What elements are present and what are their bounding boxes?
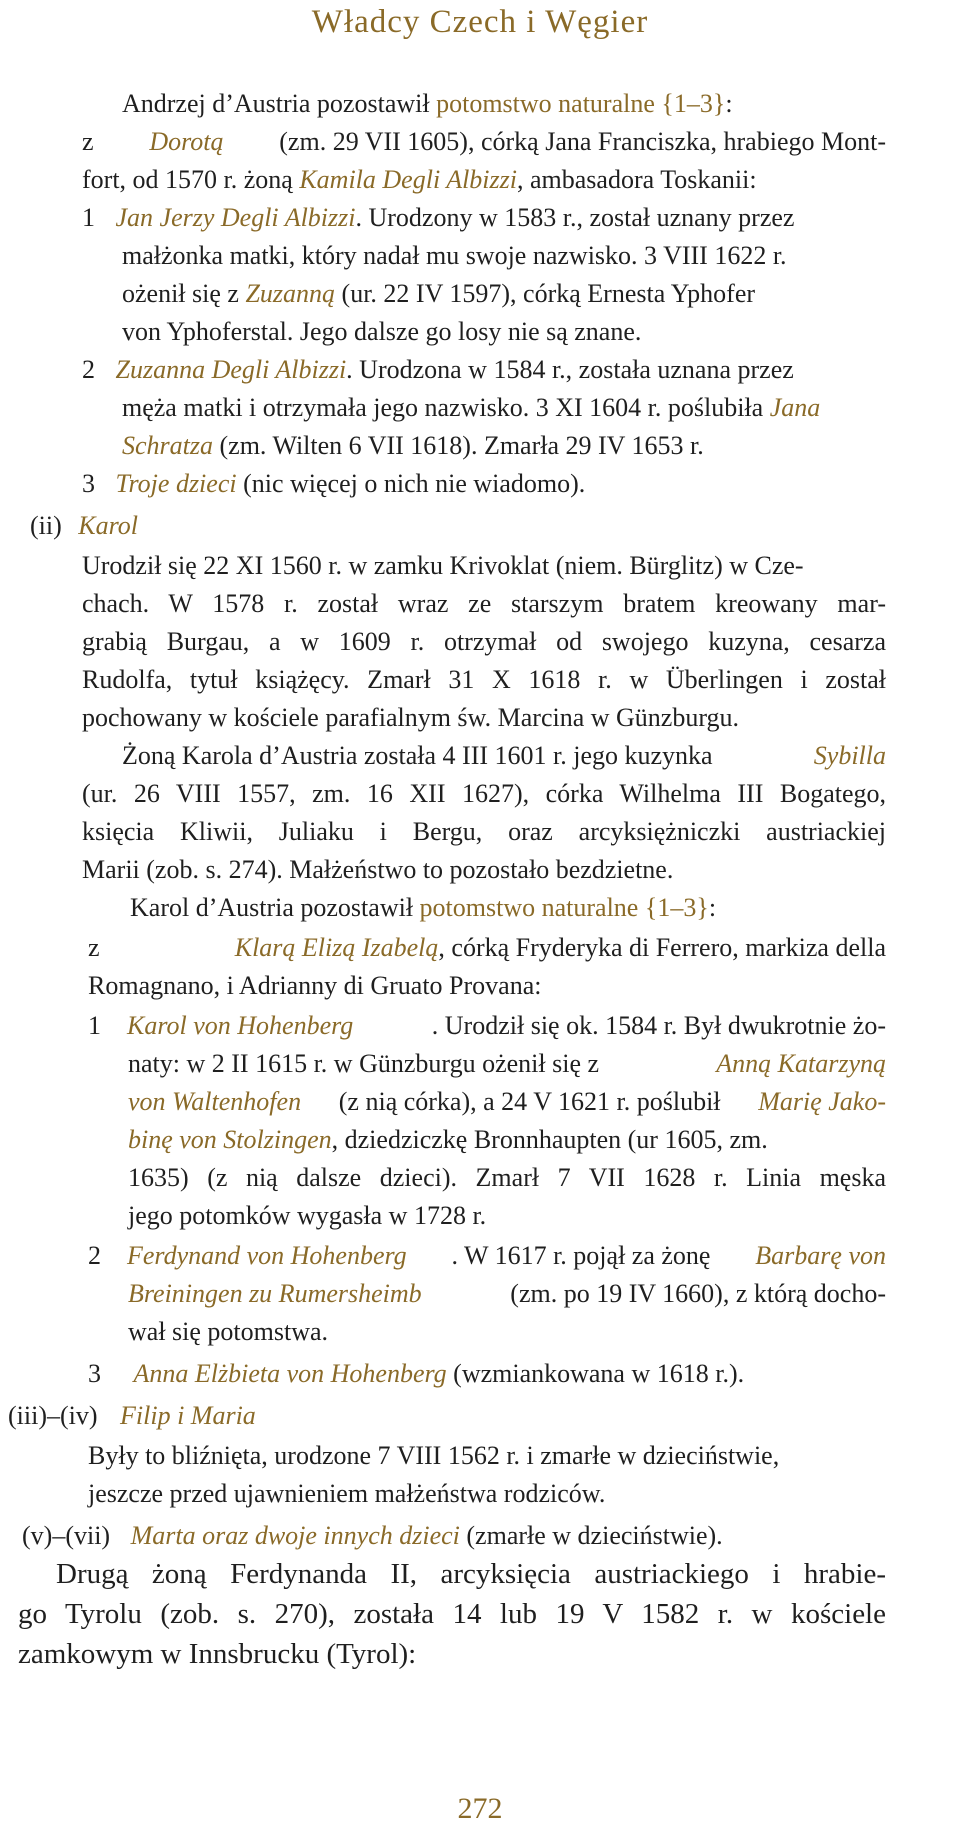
person-name: Jana — [769, 393, 821, 422]
paragraph-line: Karol d’Austria pozostawił potomstwo naturalne {1–3}: — [130, 893, 717, 922]
person-name: Karol — [78, 511, 138, 540]
paragraph-line: zamkowym w Innsbrucku (Tyrol): — [18, 1638, 417, 1670]
person-name: Karol von Hohenberg — [127, 1011, 354, 1040]
person-name: Anną Katarzyną — [716, 1049, 886, 1078]
page-number: 272 — [457, 1792, 503, 1825]
person-name: von Waltenhofen — [128, 1087, 302, 1116]
list-item: 2 Zuzanna Degli Albizzi. Urodzona w 1584 r., została uznana przez — [82, 355, 794, 384]
paragraph-line: jego potomków wygasła w 1728 r. — [128, 1201, 487, 1230]
paragraph-line: von Waltenhofen (z nią córka), a 24 V 1621 r. poślubił Marię Jako- — [128, 1087, 886, 1116]
person-name: Zuzanna Degli Albizzi — [115, 355, 347, 384]
person-name: Barbarę von — [755, 1241, 886, 1270]
person-name: Kamila Degli Albizzi — [299, 165, 517, 194]
range-ref: {1–3} — [644, 893, 709, 922]
section-number: (ii) — [30, 511, 62, 540]
paragraph-line: księcia Kliwii, Juliaku i Bergu, oraz arcyksiężniczki austriackiej — [82, 817, 886, 846]
paragraph-line: z Klarą Elizą Izabelą, córką Fryderyka di Ferrero, markiza della — [88, 933, 886, 962]
person-name: Breiningen zu Rumersheimb — [128, 1279, 422, 1308]
list-item: 2 Ferdynand von Hohenberg . W 1617 r. pojął za żonę Barbarę von — [88, 1241, 886, 1270]
person-name: Klarą Elizą Izabelą — [234, 933, 439, 962]
person-name: Marię Jako- — [758, 1087, 886, 1116]
paragraph-line: Żoną Karola d’Austria została 4 III 1601 r. jego kuzynka Sybilla — [122, 741, 886, 770]
person-name: Troje dzieci — [115, 469, 237, 498]
paragraph-line: wał się potomstwa. — [128, 1317, 329, 1346]
section-heading — [30, 510, 138, 542]
potomstwo-link: potomstwo naturalne — [436, 89, 655, 118]
item-number: 2 — [88, 1241, 101, 1270]
paragraph-line: Były to bliźnięta, urodzone 7 VIII 1562 r. i zmarłe w dzieciństwie, — [88, 1441, 780, 1470]
list-item: 3 Troje dzieci (nic więcej o nich nie wiadomo). — [82, 469, 586, 498]
section-heading — [8, 1400, 256, 1432]
section-number: (v)–(vii) — [22, 1521, 111, 1550]
paragraph-line: (ur. 26 VIII 1557, zm. 16 XII 1627), córka Wilhelma III Bogatego, — [82, 779, 886, 808]
paragraph-line: małżonka matki, który nadał mu swoje nazwisko. 3 VIII 1622 r. — [122, 241, 787, 270]
person-name: Marta oraz dwoje innych dzieci — [130, 1521, 460, 1550]
paragraph-line: Urodził się 22 XI 1560 r. w zamku Krivoklat (niem. Bürglitz) w Cze- — [82, 551, 804, 580]
list-item: 1 Jan Jerzy Degli Albizzi. Urodzony w 1583 r., został uznany przez — [82, 203, 795, 232]
paragraph-line: von Yphoferstal. Jego dalsze go losy nie są znane. — [122, 317, 642, 346]
person-name: Schratza — [122, 431, 213, 460]
paragraph-line: Breiningen zu Rumersheimb (zm. po 19 IV 1660), z którą docho- — [128, 1279, 886, 1308]
paragraph-line: fort, od 1570 r. żoną Kamila Degli Albizzi, ambasadora Toskanii: — [82, 165, 757, 194]
paragraph-line: go Tyrolu (zob. s. 270), została 14 lub 19 V 1582 r. w kościele — [18, 1598, 886, 1630]
section-heading: (v)–(vii) Marta oraz dwoje innych dzieci (zmarłe w dzieciństwie). — [22, 1521, 723, 1550]
item-number: 1 — [82, 203, 95, 232]
person-name: Anna Elżbieta von Hohenberg — [133, 1359, 447, 1388]
paragraph-line: pochowany w kościele parafialnym św. Marcina w Günzburgu. — [82, 703, 740, 732]
list-item: 1 Karol von Hohenberg . Urodził się ok. 1584 r. Był dwukrotnie żo- — [88, 1011, 886, 1040]
person-name: Zuzanną — [245, 279, 336, 308]
paragraph-line: jeszcze przed ujawnieniem małżeństwa rodziców. — [88, 1479, 606, 1508]
paragraph-line: z Dorotą (zm. 29 VII 1605), córką Jana Franciszka, hrabiego Mont- — [82, 127, 886, 156]
person-name: Dorotą — [149, 127, 224, 156]
paragraph-line: naty: w 2 II 1615 r. w Günzburgu ożenił się z Anną Katarzyną — [128, 1049, 886, 1078]
paragraph-line: Marii (zob. s. 274). Małżeństwo to pozostało bezdzietne. — [82, 855, 674, 884]
running-header: Władcy Czech i Węgier — [311, 4, 649, 40]
paragraph-line: grabią Burgau, a w 1609 r. otrzymał od swojego kuzyna, cesarza — [82, 627, 886, 656]
paragraph-line: męża matki i otrzymała jego nazwisko. 3 XI 1604 r. poślubiła Jana — [122, 393, 821, 422]
person-name: Sybilla — [813, 741, 886, 770]
list-item: 3 Anna Elżbieta von Hohenberg (wzmiankowana w 1618 r.). — [88, 1359, 745, 1388]
paragraph-line: Drugą żoną Ferdynanda II, arcyksięcia austriackiego i hrabie- — [56, 1558, 886, 1590]
paragraph-line: Romagnano, i Adrianny di Gruato Provana: — [88, 971, 542, 1000]
item-number: 3 — [88, 1359, 101, 1388]
potomstwo-link: potomstwo naturalne — [419, 893, 639, 922]
paragraph-line: 1635) (z nią dalsze dzieci). Zmarł 7 VII 1628 r. Linia męska — [128, 1163, 886, 1192]
section-number: (iii)–(iv) — [8, 1401, 98, 1430]
paragraph-line: chach. W 1578 r. został wraz ze starszym bratem kreowany mar- — [82, 589, 886, 618]
person-name: Ferdynand von Hohenberg — [127, 1241, 407, 1270]
paragraph-line: ożenił się z Zuzanną (ur. 22 IV 1597), córką Ernesta Yphofer — [122, 279, 756, 308]
paragraph-line: Rudolfa, tytuł książęcy. Zmarł 31 X 1618 r. w Überlingen i został — [82, 665, 886, 694]
person-name: Filip i Maria — [120, 1401, 256, 1430]
person-name: binę von Stolzingen — [128, 1125, 332, 1154]
paragraph-line: Schratza (zm. Wilten 6 VII 1618). Zmarła 29 IV 1653 r. — [122, 431, 704, 460]
paragraph-line: Andrzej d’Austria pozostawił potomstwo naturalne {1–3}: — [122, 89, 733, 118]
item-number: 2 — [82, 355, 95, 384]
person-name: Jan Jerzy Degli Albizzi — [115, 203, 356, 232]
range-ref: {1–3} — [661, 89, 726, 118]
paragraph-line: binę von Stolzingen, dziedziczkę Bronnhaupten (ur 1605, zm. — [128, 1125, 768, 1154]
item-number: 1 — [88, 1011, 101, 1040]
item-number: 3 — [82, 469, 95, 498]
